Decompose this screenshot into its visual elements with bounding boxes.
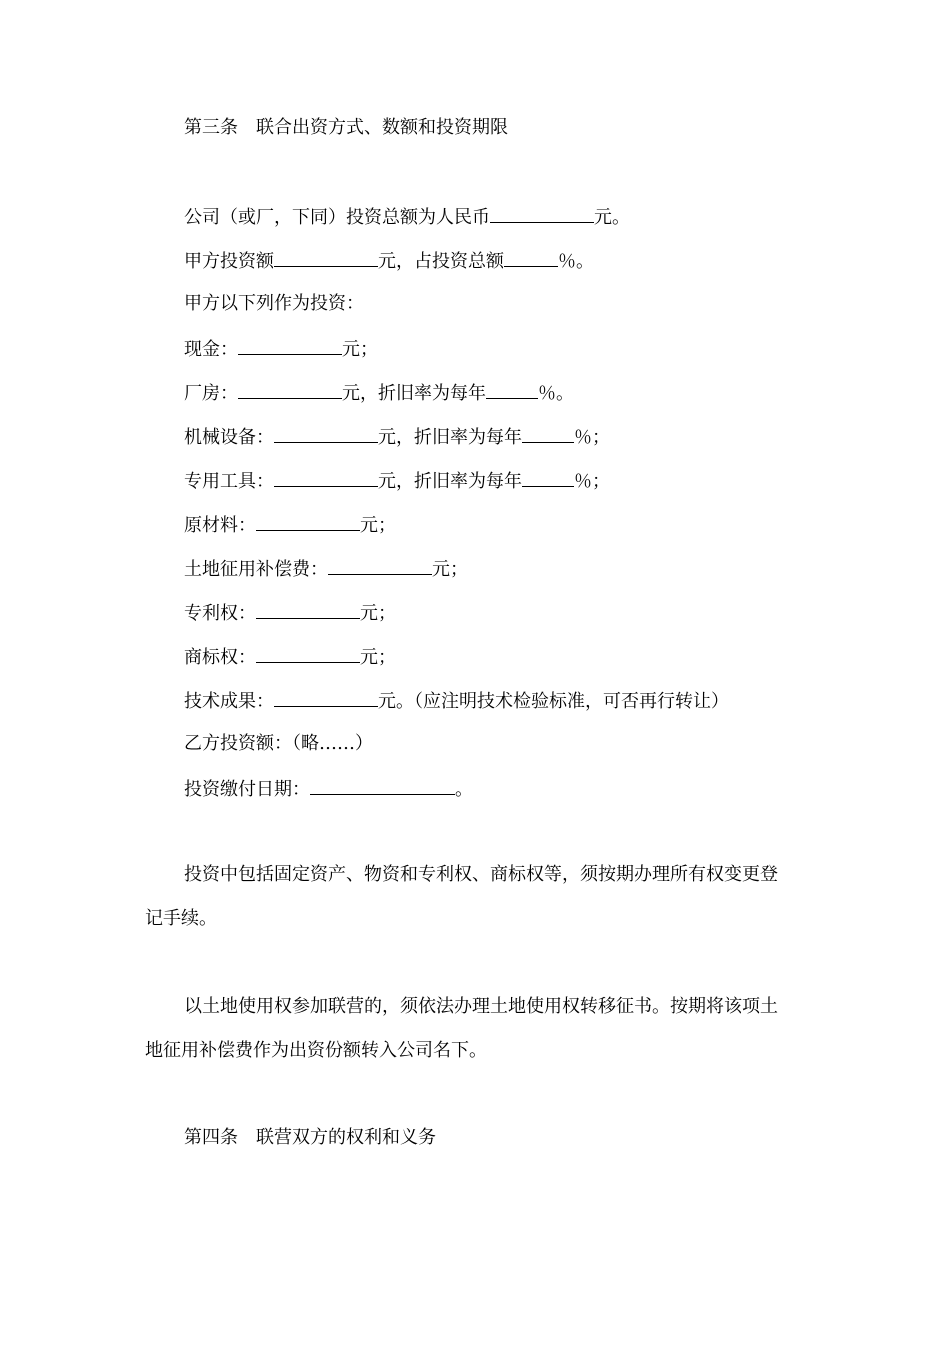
party-a-list-intro: 甲方以下列作为投资： [184, 293, 364, 314]
item-amount-blank [256, 644, 360, 663]
item-label: 土地征用补偿费： [184, 559, 328, 580]
item-label: 商标权： [184, 647, 256, 668]
payment-date-prefix: 投资缴付日期： [184, 779, 310, 800]
item-amount-blank [256, 512, 360, 531]
item-label: 专利权： [184, 603, 256, 624]
total-investment-prefix: 公司（或厂，下同）投资总额为人民币 [184, 207, 490, 228]
paragraph-1-line-2: 记手续。 [145, 908, 217, 929]
item-amount-blank [238, 380, 342, 399]
item-label: 专用工具： [184, 471, 274, 492]
item-percent-suffix: ％。 [538, 383, 574, 404]
party-a-percent-blank [504, 248, 558, 267]
item-label: 技术成果： [184, 691, 274, 712]
payment-date-line [184, 776, 473, 802]
payment-date-suffix: 。 [455, 779, 473, 800]
paragraph-1-line-1: 投资中包括固定资产、物资和专利权、商标权等，须按期办理所有权变更登 [184, 864, 778, 885]
item-percent-blank [522, 424, 574, 443]
total-investment-suffix: 元。 [594, 207, 630, 228]
list-item-trademark [184, 644, 396, 670]
list-item-cash [184, 336, 378, 362]
party-b-investment-line: 乙方投资额：（略……） [184, 733, 373, 754]
total-investment-line [184, 204, 630, 230]
item-suffix: 元。（应注明技术检验标准，可否再行转让） [378, 691, 729, 712]
item-percent-suffix: ％； [574, 471, 610, 492]
party-a-amount-blank [274, 248, 378, 267]
item-amount-blank [238, 336, 342, 355]
list-item-machinery [184, 424, 610, 450]
article-4-heading: 第四条 联营双方的权利和义务 [184, 1127, 436, 1148]
item-label: 机械设备： [184, 427, 274, 448]
payment-date-blank [310, 776, 455, 795]
item-amount-blank [256, 600, 360, 619]
item-label: 原材料： [184, 515, 256, 536]
list-item-technology [184, 688, 729, 714]
paragraph-2-line-1: 以土地使用权参加联营的，须依法办理土地使用权转移征书。按期将该项土 [184, 996, 778, 1017]
item-amount-blank [274, 424, 378, 443]
item-amount-blank [328, 556, 432, 575]
paragraph-2-line-2: 地征用补偿费作为出资份额转入公司名下。 [145, 1040, 487, 1061]
party-a-amount-suffix: ％。 [558, 251, 594, 272]
item-amount-blank [274, 468, 378, 487]
item-suffix: 元； [342, 339, 378, 360]
item-suffix: 元； [360, 647, 396, 668]
list-item-patent [184, 600, 396, 626]
article-3-heading: 第三条 联合出资方式、数额和投资期限 [184, 117, 508, 138]
item-suffix: 元； [432, 559, 468, 580]
item-suffix: 元； [360, 515, 396, 536]
item-suffix: 元，折旧率为每年 [342, 383, 486, 404]
item-percent-blank [486, 380, 538, 399]
list-item-plant [184, 380, 574, 406]
item-percent-suffix: ％； [574, 427, 610, 448]
item-suffix: 元，折旧率为每年 [378, 427, 522, 448]
item-percent-blank [522, 468, 574, 487]
item-suffix: 元； [360, 603, 396, 624]
party-a-amount-mid: 元，占投资总额 [378, 251, 504, 272]
list-item-raw-materials [184, 512, 396, 538]
item-label: 现金： [184, 339, 238, 360]
party-a-amount-prefix: 甲方投资额 [184, 251, 274, 272]
item-amount-blank [274, 688, 378, 707]
total-investment-blank [490, 204, 594, 223]
list-item-tools [184, 468, 610, 494]
list-item-land-compensation [184, 556, 468, 582]
item-label: 厂房： [184, 383, 238, 404]
party-a-investment-line [184, 248, 594, 274]
item-suffix: 元，折旧率为每年 [378, 471, 522, 492]
